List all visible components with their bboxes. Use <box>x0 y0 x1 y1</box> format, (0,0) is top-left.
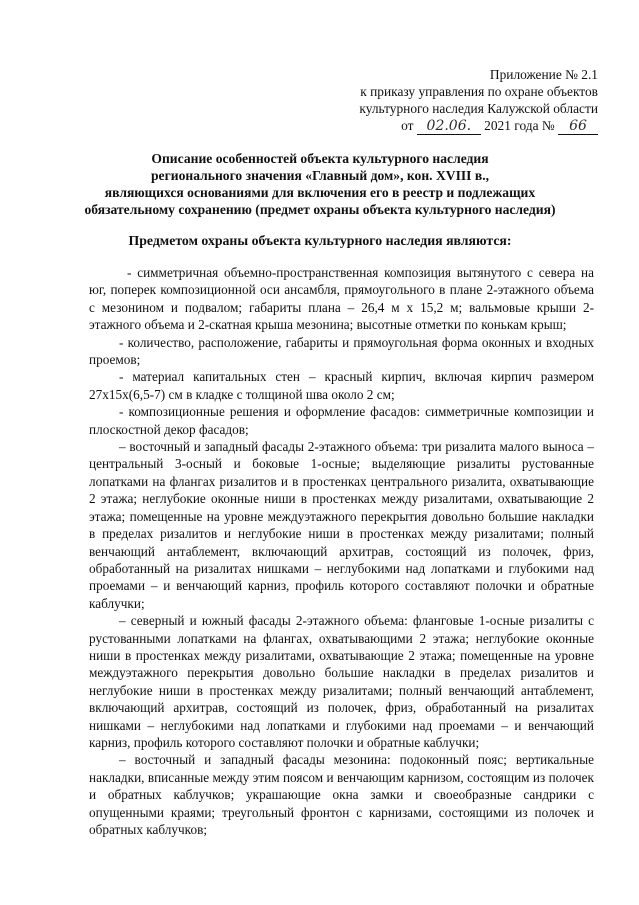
appendix-header <box>298 66 598 135</box>
paragraph-mezzanine-facades: – восточный и западный фасады мезонина: подоконный пояс; вертикальные накладки, вписанные между этим поясом и венчающим карнизом, состоящим из полочек и обратных каблучков; украшающие окна замки и своеобразные сандрики с опущенными краями; треугольный фронтон с карнизами, состоящими из полочек и обратных каблучков; <box>89 752 594 837</box>
paragraph-openings: - количество, расположение, габариты и прямоугольная форма оконных и входных проемов; <box>89 334 594 368</box>
handwritten-number: 66 <box>558 119 598 135</box>
document-title <box>80 150 560 218</box>
paragraph-wall-material: - материал капитальных стен – красный кирпич, включая кирпич размером 27х15х(6,5-7) см в кладке с толщиной шва около 2 см; <box>89 369 594 402</box>
appendix-authority: культурного наследия Калужской области <box>359 101 598 116</box>
paragraph-composition: - симметричная объемно-пространственная композиция вытянутого с севера на юг, поперек композиционной оси ансамбля, прямоугольного в плане 2-этажного объема с мезонином и подвалом; габариты плана – 26,4 м х 15,2 м; вальмовые крыши 2-этажного объема и 2-скатная крыша мезонина; высотные отметки по конькам крыш; <box>89 265 594 333</box>
appendix-date-line <box>298 117 598 135</box>
title-line-2: регионального значения «Главный дом», кон. XVIII в., <box>150 168 490 183</box>
paragraph-east-west-facades: – восточный и западный фасады 2-этажного объема: три ризалита малого выноса – центральный 3-осный и боковые 1-осные; выделяющие ризалиты рустованные лопатками на флангах ризалитов и в простенках центрального ризалита, охватывающие 2 этажа; неглубокие оконные ниши в простенках между ризалитами, охватывающие 2 этажа; помещенные на уровне междуэтажного перекрытия довольно большие накладки в пределах ризалитов и неглубокие ниши в простенках между ризалитами; полный венчающий антаблемент, включающий архитрав, состоящий из полочек, фриз, обработанный на ризалитах нишками – неглубокими над лопатками и глубокими над проемами – и венчающий карниз, профиль которого составляют полочки и обратные каблучки; <box>89 439 594 611</box>
title-line-1: Описание особенностей объекта культурного наследия <box>151 151 489 166</box>
title-line-4: обязательному сохранению (предмет охраны объекта культурного наследия) <box>84 202 556 217</box>
paragraph-facade-solutions: - композиционные решения и оформление фасадов: симметричные композиции и плоскостной декор фасадов; <box>89 404 594 437</box>
title-line-3: являющихся основаниями для включения его в реестр и подлежащих <box>104 185 536 200</box>
appendix-order-ref: к приказу управления по охране объектов <box>360 84 598 99</box>
handwritten-date: 02.06. <box>417 119 481 135</box>
document-body <box>89 264 594 838</box>
year-label: 2021 года № <box>484 118 555 133</box>
date-prefix: от <box>401 118 414 133</box>
subject-heading: Предметом охраны объекта культурного наследия являются: <box>128 233 512 248</box>
paragraph-north-south-facades: – северный и южный фасады 2-этажного объема: фланговые 1-осные ризалиты с рустованными лопатками на флангах, охватывающими 2 этажа; неглубокие оконные ниши в простенках между ризалитами, охватывающие 2 этажа; помещенные на уровне междуэтажного перекрытия довольно большие накладки в пределах ризалитов и неглубокие ниши в простенках между ризалитами; полный венчающий антаблемент, включающий архитрав, состоящий из полочек, фриз, обработанный на ризалитах нишками – неглубокими над лопатками и глубокими над проемами – и венчающий карниз, профиль которого составляют полочки и обратные каблучки; <box>89 613 594 750</box>
appendix-title: Приложение № 2.1 <box>489 67 598 82</box>
